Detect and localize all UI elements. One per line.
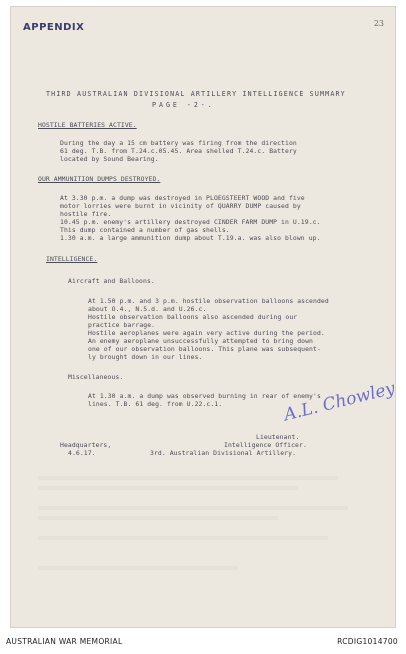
text-line: At 1.30 a.m. a dump was observed burning in rear of enemy's	[88, 392, 321, 400]
text-line: An enemy aeroplane unsuccessfully attempted to bring down	[88, 337, 314, 345]
text-line: hostile fire.	[60, 210, 112, 218]
headquarters-date: 4.6.17.	[68, 449, 96, 457]
text-line: lines. T.B. 61 deg. from U.22.c.1.	[88, 400, 223, 408]
bleed-through-mark	[38, 476, 338, 480]
section-heading-dumps-destroyed: OUR AMMUNITION DUMPS DESTROYED.	[38, 175, 161, 183]
document-page	[10, 6, 396, 628]
text-line: ly brought down in our lines.	[88, 353, 203, 361]
text-line: 61 deg. T.B. from T.24.c.05.45. Area shelled T.24.c. Battery	[60, 147, 297, 155]
footer-record-id: RCDIG1014700	[337, 637, 398, 646]
bleed-through-mark	[38, 506, 348, 510]
text-line: motor lorries were burnt in vicinity of QUARRY DUMP caused by	[60, 202, 301, 210]
document-title: THIRD AUSTRALIAN DIVISIONAL ARTILLERY INTELLIGENCE SUMMARY	[46, 90, 346, 98]
page-number: 23	[373, 19, 384, 28]
signatory-role: Intelligence Officer.	[224, 441, 307, 449]
text-line: practice barrage.	[88, 321, 156, 329]
subheading-aircraft: Aircraft and Balloons.	[68, 277, 155, 285]
text-line: Hostile aeroplanes were again very active during the period.	[88, 329, 325, 337]
bleed-through-mark	[38, 566, 238, 570]
text-line: Hostile observation balloons also ascended during our	[88, 313, 298, 321]
text-line: one of our observation balloons. This plane was subsequent-	[88, 345, 321, 353]
footer-archive-name: AUSTRALIAN WAR MEMORIAL	[6, 637, 123, 646]
text-line: 10.45 p.m. enemy's artillery destroyed CINDER FARM DUMP in U.19.c.	[60, 218, 321, 226]
text-line: 1.30 a.m. a large ammunition dump about T.19.a. was also blown up.	[60, 234, 321, 242]
text-line: located by Sound Bearing.	[60, 155, 159, 163]
section-heading-intelligence: INTELLIGENCE.	[46, 255, 98, 263]
signatory-rank: Lieutenant.	[256, 433, 300, 441]
bleed-through-mark	[38, 516, 278, 520]
page-label: PAGE -2-.	[152, 101, 215, 109]
section-heading-hostile-batteries: HOSTILE BATTERIES ACTIVE.	[38, 121, 137, 129]
text-line: At 1.50 p.m. and 3 p.m. hostile observation balloons ascended	[88, 297, 329, 305]
text-line: about O.4., N.5.d. and U.26.c.	[88, 305, 207, 313]
signatory-unit: 3rd. Australian Divisional Artillery.	[150, 449, 297, 457]
handwritten-signature: A.L. Chowley	[282, 378, 398, 426]
bleed-through-mark	[38, 486, 298, 490]
text-line: At 3.30 p.m. a dump was destroyed in PLOEGSTEERT WOOD and five	[60, 194, 305, 202]
appendix-stamp: APPENDIX	[23, 22, 85, 33]
headquarters-label: Headquarters,	[60, 441, 112, 449]
bleed-through-mark	[38, 536, 328, 540]
subheading-miscellaneous: Miscellaneous.	[68, 373, 124, 381]
text-line: During the day a 15 cm battery was firing from the direction	[60, 139, 297, 147]
text-line: This dump contained a number of gas shells.	[60, 226, 230, 234]
